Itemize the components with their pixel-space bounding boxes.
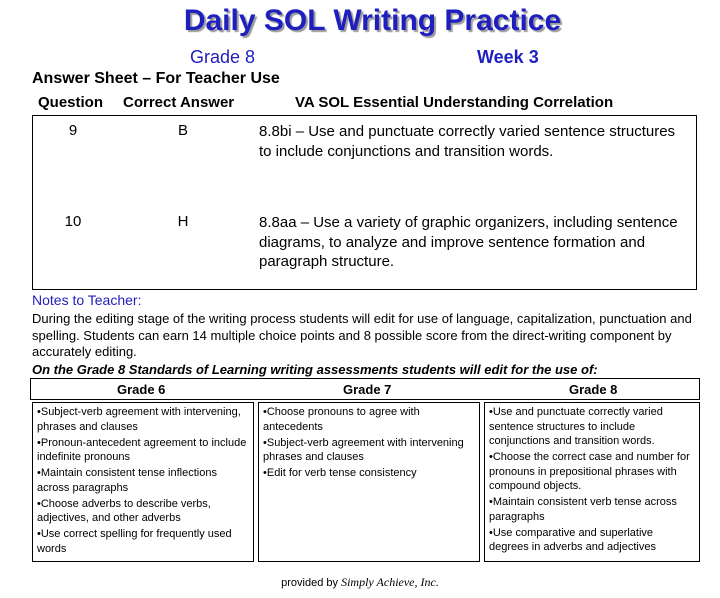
grade-6-heading: Grade 6 bbox=[117, 382, 166, 397]
publisher-brand: Simply Achieve, Inc. bbox=[341, 575, 439, 589]
grade-8-heading: Grade 8 bbox=[569, 382, 618, 397]
list-item: •Maintain consistent verb tense across paragraphs bbox=[489, 496, 677, 523]
grade-label: Grade 8 bbox=[190, 47, 256, 67]
correct-answer: B bbox=[177, 122, 188, 139]
list-item: •Edit for verb tense consistency bbox=[263, 467, 417, 479]
notes-label: Notes to Teacher: bbox=[32, 292, 142, 308]
notes-emphasis: On the Grade 8 Standards of Learning writing assessments students will edit for the use of: bbox=[32, 362, 598, 377]
column-header-question: Question bbox=[38, 94, 104, 111]
sol-correlation: 8.8aa – Use a variety of graphic organizers, including sentence diagrams, to analyze and improve sentence formation and paragraph structure. bbox=[259, 214, 678, 270]
list-item: •Choose the correct case and number for pronouns in prepositional phrases with compound objects. bbox=[489, 451, 690, 492]
grade-7-heading: Grade 7 bbox=[343, 382, 392, 397]
sol-correlation: 8.8bi – Use and punctuate correctly varied sentence structures to include conjunctions and transition words. bbox=[259, 123, 676, 160]
correct-answer: H bbox=[177, 213, 189, 230]
footer-prefix: provided by bbox=[281, 577, 339, 589]
grade-7-list bbox=[258, 402, 480, 562]
notes-body: During the editing stage of the writing process students will edit for use of language, capitalization, punctuation and spelling. Students can earn 14 multiple choice points and 8 possible score from the direct-writing component by accurately editing. bbox=[32, 311, 692, 359]
list-item: •Choose pronouns to agree with antecedents bbox=[263, 406, 420, 433]
list-item: •Use correct spelling for frequently used words bbox=[37, 528, 232, 555]
page-title: Daily SOL Writing Practice bbox=[183, 4, 562, 37]
grade-8-list bbox=[484, 402, 700, 562]
list-item: •Choose adverbs to describe verbs, adjectives, and other adverbs bbox=[37, 497, 211, 524]
list-item: •Use comparative and superlative degrees in adverbs and adjectives bbox=[489, 526, 656, 553]
question-number: 10 bbox=[64, 213, 82, 230]
list-item: •Use and punctuate correctly varied sentence structures to include conjunctions and transition words. bbox=[489, 406, 663, 447]
answer-table bbox=[32, 115, 697, 290]
column-header-correlation: VA SOL Essential Understanding Correlation bbox=[295, 94, 614, 111]
list-item: •Pronoun-antecedent agreement to include indefinite pronouns bbox=[37, 436, 247, 463]
question-number: 9 bbox=[68, 122, 78, 139]
answer-sheet-subtitle: Answer Sheet – For Teacher Use bbox=[32, 70, 280, 87]
list-item: •Subject-verb agreement with intervening phrases and clauses bbox=[263, 436, 464, 463]
column-header-correct-answer: Correct Answer bbox=[123, 94, 235, 111]
week-label: Week 3 bbox=[477, 47, 539, 67]
grades-header-row bbox=[30, 378, 700, 400]
list-item: •Subject-verb agreement with intervening, phrases and clauses bbox=[37, 406, 241, 433]
footer-credit bbox=[0, 575, 720, 590]
list-item: •Maintain consistent tense inflections across paragraphs bbox=[37, 467, 217, 494]
grade-6-list bbox=[32, 402, 254, 562]
